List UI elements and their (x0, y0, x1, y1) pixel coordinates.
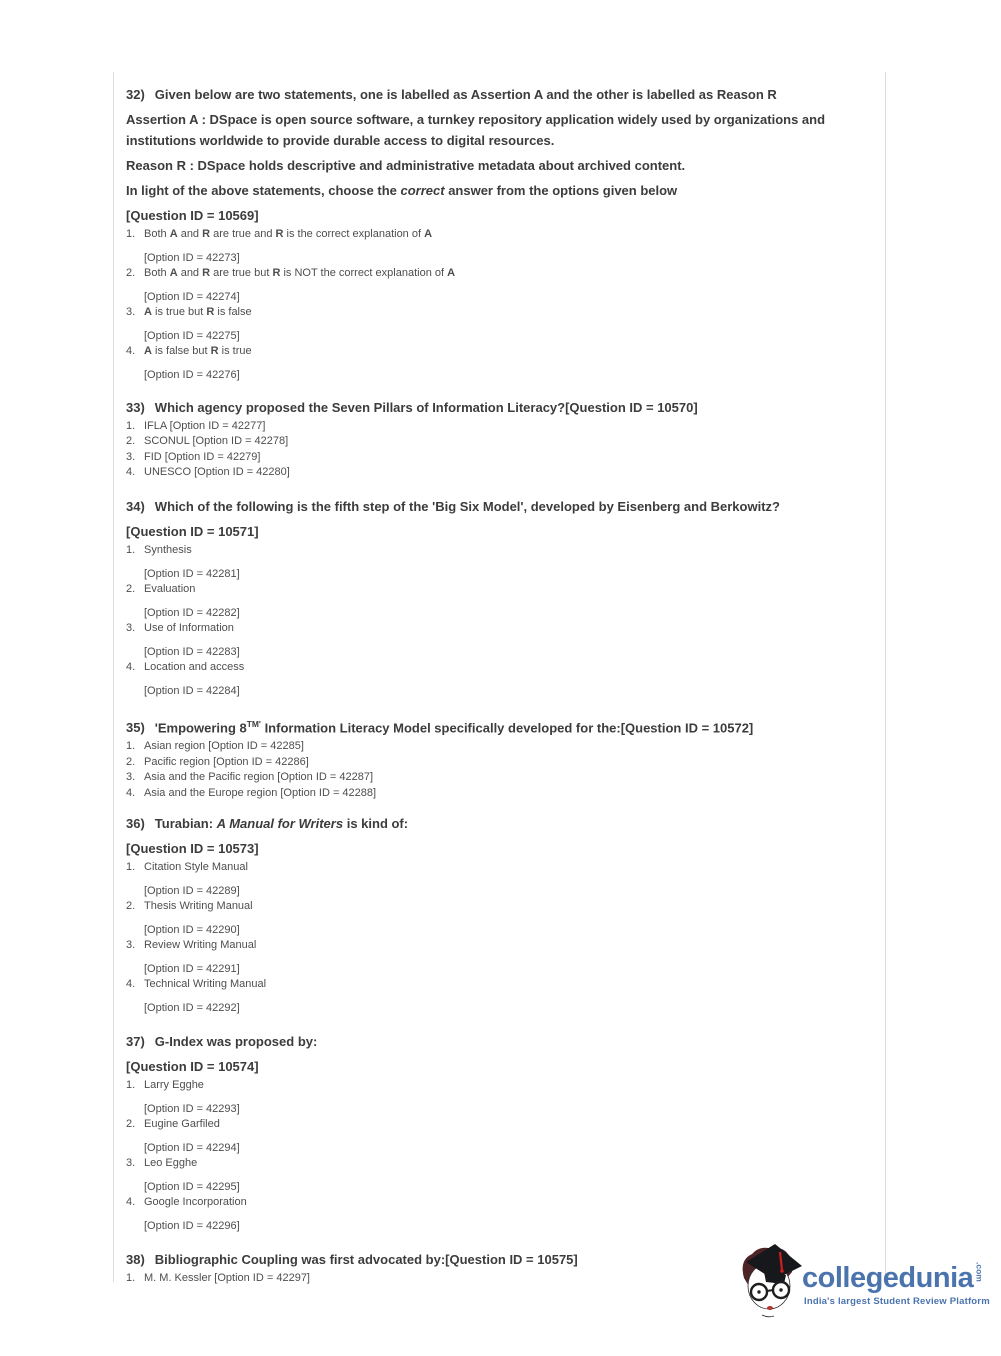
text-run: R (202, 267, 211, 279)
option-item (126, 434, 874, 449)
option-id: [Option ID = 42275] (144, 330, 240, 342)
text-run: Technical Writing Manual (144, 978, 267, 990)
text-run: TM' (246, 719, 261, 729)
text-run: Asia and the Pacific region [Option ID = 42287] (144, 771, 374, 784)
text-run: A (169, 228, 178, 240)
option-text (126, 1117, 874, 1132)
options-list (126, 543, 874, 699)
option-id: [Option ID = 42283] (144, 646, 240, 658)
option-number: 1. (126, 420, 136, 432)
text-run: R (202, 228, 211, 240)
text-run: Location and access (144, 661, 245, 673)
option-item (126, 621, 874, 660)
text-run: R (206, 306, 215, 318)
question-number: 36) (126, 816, 145, 831)
question-paragraph (126, 180, 866, 201)
text-run: is true but (151, 306, 207, 318)
option-item (126, 660, 874, 699)
question-number: 34) (126, 499, 145, 514)
question-id: [Question ID = 10571] (126, 524, 259, 539)
text-run: is true (218, 345, 252, 357)
text-run: 'Empowering 8 (154, 720, 247, 736)
text-run: is the correct explanation of (283, 228, 425, 240)
option-number: 3. (126, 939, 136, 951)
text-run: is kind of: (343, 816, 409, 831)
question-title (126, 84, 874, 105)
option-id: [Option ID = 42295] (144, 1181, 240, 1193)
question-title (126, 813, 874, 834)
options-list (126, 860, 874, 1016)
text-run: Review Writing Manual (144, 939, 257, 951)
text-run: A (144, 306, 152, 318)
option-number: 4. (126, 786, 136, 799)
text-run: R (210, 345, 219, 357)
question-33 (126, 397, 874, 481)
brand-wordmark: collegedunia (802, 1262, 974, 1294)
question-number: 33) (126, 400, 145, 415)
option-text (126, 770, 874, 785)
text-run: Reason R : DSpace holds descriptive and administrative metadata about archived content. (126, 158, 686, 173)
text-run: Citation Style Manual (144, 861, 248, 873)
text-run: A (144, 345, 152, 357)
option-number: 4. (126, 466, 136, 479)
question-number: 37) (126, 1034, 145, 1049)
option-id: [Option ID = 42294] (144, 1142, 240, 1154)
text-run: Larry Egghe (144, 1079, 204, 1091)
option-id: [Option ID = 42284] (144, 685, 240, 697)
option-item (126, 977, 874, 1016)
mascot-icon (738, 1242, 804, 1318)
question-32 (126, 84, 874, 383)
option-text (126, 786, 874, 801)
text-run: Thesis Writing Manual (144, 900, 253, 912)
question-paragraph (126, 109, 866, 151)
option-text (126, 739, 874, 754)
text-run: Pacific region [Option ID = 42286] (144, 755, 309, 768)
text-run: Which agency proposed the Seven Pillars of Information Literacy?[Question ID = 10570] (154, 400, 698, 415)
options-list (126, 419, 874, 481)
options-list (126, 739, 874, 801)
text-run: is false but (151, 345, 211, 357)
text-run: IFLA [Option ID = 42277] (144, 420, 266, 432)
option-text (126, 450, 874, 465)
option-number: 1. (126, 228, 136, 240)
option-number: 4. (126, 345, 136, 357)
option-number: 3. (126, 1157, 136, 1169)
option-item (126, 419, 874, 434)
question-title (126, 1031, 874, 1052)
option-text (126, 266, 874, 281)
option-id: [Option ID = 42290] (144, 924, 240, 936)
option-item (126, 543, 874, 582)
text-run: is NOT the correct explanation of (280, 267, 448, 279)
question-id: [Question ID = 10573] (126, 841, 259, 856)
option-text (126, 660, 874, 675)
option-item (126, 450, 874, 465)
option-item (126, 860, 874, 899)
option-text (126, 419, 874, 434)
question-number: 32) (126, 87, 145, 102)
option-item (126, 786, 874, 801)
option-id: [Option ID = 42289] (144, 885, 240, 897)
option-text (126, 582, 874, 597)
question-34 (126, 496, 874, 699)
text-run: Use of Information (144, 622, 234, 634)
option-item (126, 1078, 874, 1117)
text-run: Both (144, 267, 170, 279)
text-run: Assertion A : DSpace is open source software, a turnkey repository application widely used by organizations and institutions worldwide to provide durable access to digital resources. (126, 112, 826, 148)
question-title (126, 397, 874, 418)
text-run: FID [Option ID = 42279] (144, 450, 261, 463)
brand-tld: .com (974, 1262, 985, 1282)
question-number: 38) (126, 1252, 145, 1267)
text-run: answer from the options given below (444, 183, 678, 198)
question-36 (126, 813, 874, 1016)
text-run: Synthesis (144, 544, 192, 556)
text-run: Evaluation (144, 583, 196, 595)
question-37 (126, 1031, 874, 1234)
option-text (126, 860, 874, 875)
option-item (126, 739, 874, 754)
text-run: Both (144, 228, 170, 240)
option-text (126, 344, 874, 359)
option-id: [Option ID = 42291] (144, 963, 240, 975)
option-text (126, 621, 874, 636)
option-text (126, 1078, 874, 1093)
option-item (126, 938, 874, 977)
text-run: is false (214, 306, 252, 318)
option-text (126, 977, 874, 992)
option-number: 1. (126, 1272, 136, 1284)
question-35 (126, 714, 874, 801)
text-run: Asian region [Option ID = 42285] (144, 740, 304, 753)
text-run: are true and (210, 228, 276, 240)
question-paragraph (126, 155, 866, 176)
text-run: Leo Egghe (144, 1157, 198, 1169)
option-item (126, 305, 874, 344)
option-number: 2. (126, 583, 136, 595)
question-title (126, 714, 874, 738)
text-run: Asia and the Europe region [Option ID = 42288] (144, 786, 377, 799)
option-number: 4. (126, 661, 136, 673)
text-run: Which of the following is the fifth step of the 'Big Six Model', developed by Eisenberg and Berkowitz? (154, 499, 780, 514)
option-number: 2. (126, 755, 136, 768)
text-run: A (424, 228, 433, 240)
option-text (126, 227, 874, 242)
text-run: Information Literacy Model specifically developed for the:[Question ID = 10572] (260, 720, 754, 736)
text-run: R (275, 228, 284, 240)
question-number: 35) (126, 720, 145, 736)
text-run: UNESCO [Option ID = 42280] (144, 466, 290, 479)
text-run: Given below are two statements, one is labelled as Assertion A and the other is labelled as Reason R (154, 87, 777, 102)
text-run: and (177, 267, 203, 279)
option-number: 3. (126, 450, 136, 463)
option-number: 4. (126, 1196, 136, 1208)
option-number: 2. (126, 435, 136, 448)
brand-tagline: India's largest Student Review Platform (804, 1296, 990, 1307)
text-run: Bibliographic Coupling was first advocated by:[Question ID = 10575] (154, 1252, 578, 1267)
option-id: [Option ID = 42296] (144, 1220, 240, 1232)
option-id: [Option ID = 42274] (144, 291, 240, 303)
option-number: 3. (126, 622, 136, 634)
option-number: 1. (126, 861, 136, 873)
option-text (126, 465, 874, 480)
option-number: 2. (126, 267, 136, 279)
option-item (126, 465, 874, 480)
option-id: [Option ID = 42293] (144, 1103, 240, 1115)
option-item (126, 1195, 874, 1234)
option-number: 3. (126, 306, 136, 318)
option-id: [Option ID = 42276] (144, 369, 240, 381)
text-run: G-Index was proposed by: (154, 1034, 318, 1049)
text-run: and (177, 228, 203, 240)
option-number: 4. (126, 978, 136, 990)
option-id: [Option ID = 42282] (144, 607, 240, 619)
option-item (126, 344, 874, 383)
option-id: [Option ID = 42281] (144, 568, 240, 580)
option-item (126, 755, 874, 770)
option-text (126, 1156, 874, 1171)
option-id: [Option ID = 42273] (144, 252, 240, 264)
question-id: [Question ID = 10574] (126, 1059, 259, 1074)
option-id: [Option ID = 42292] (144, 1002, 240, 1014)
option-item (126, 582, 874, 621)
option-text (126, 899, 874, 914)
option-text (126, 305, 874, 320)
option-item (126, 770, 874, 785)
option-number: 1. (126, 544, 136, 556)
option-number: 1. (126, 740, 136, 753)
option-item (126, 227, 874, 266)
text-run: SCONUL [Option ID = 42278] (144, 435, 289, 448)
option-text (126, 938, 874, 953)
collegedunia-logo (738, 1240, 988, 1320)
option-number: 3. (126, 771, 136, 784)
option-text (126, 1195, 874, 1210)
text-run: are true but (210, 267, 273, 279)
text-run: A (169, 267, 178, 279)
question-title (126, 496, 874, 517)
text-run: M. M. Kessler [Option ID = 42297] (144, 1272, 310, 1284)
text-run: A Manual for Writers (216, 816, 344, 831)
option-number: 2. (126, 900, 136, 912)
question-id: [Question ID = 10569] (126, 208, 259, 223)
option-item (126, 266, 874, 305)
text-run: R (272, 267, 281, 279)
option-number: 2. (126, 1118, 136, 1130)
text-run: Eugine Garfiled (144, 1118, 220, 1130)
option-item (126, 1156, 874, 1195)
text-run: A (447, 267, 456, 279)
text-run: correct (400, 183, 445, 198)
text-run: Google Incorporation (144, 1196, 247, 1208)
option-item (126, 1117, 874, 1156)
option-text (126, 755, 874, 770)
option-item (126, 899, 874, 938)
text-run: In light of the above statements, choose the (126, 183, 401, 198)
options-list (126, 227, 874, 383)
option-number: 1. (126, 1079, 136, 1091)
text-run: Turabian: (154, 816, 217, 831)
option-text (126, 434, 874, 449)
option-text (126, 543, 874, 558)
options-list (126, 1078, 874, 1234)
